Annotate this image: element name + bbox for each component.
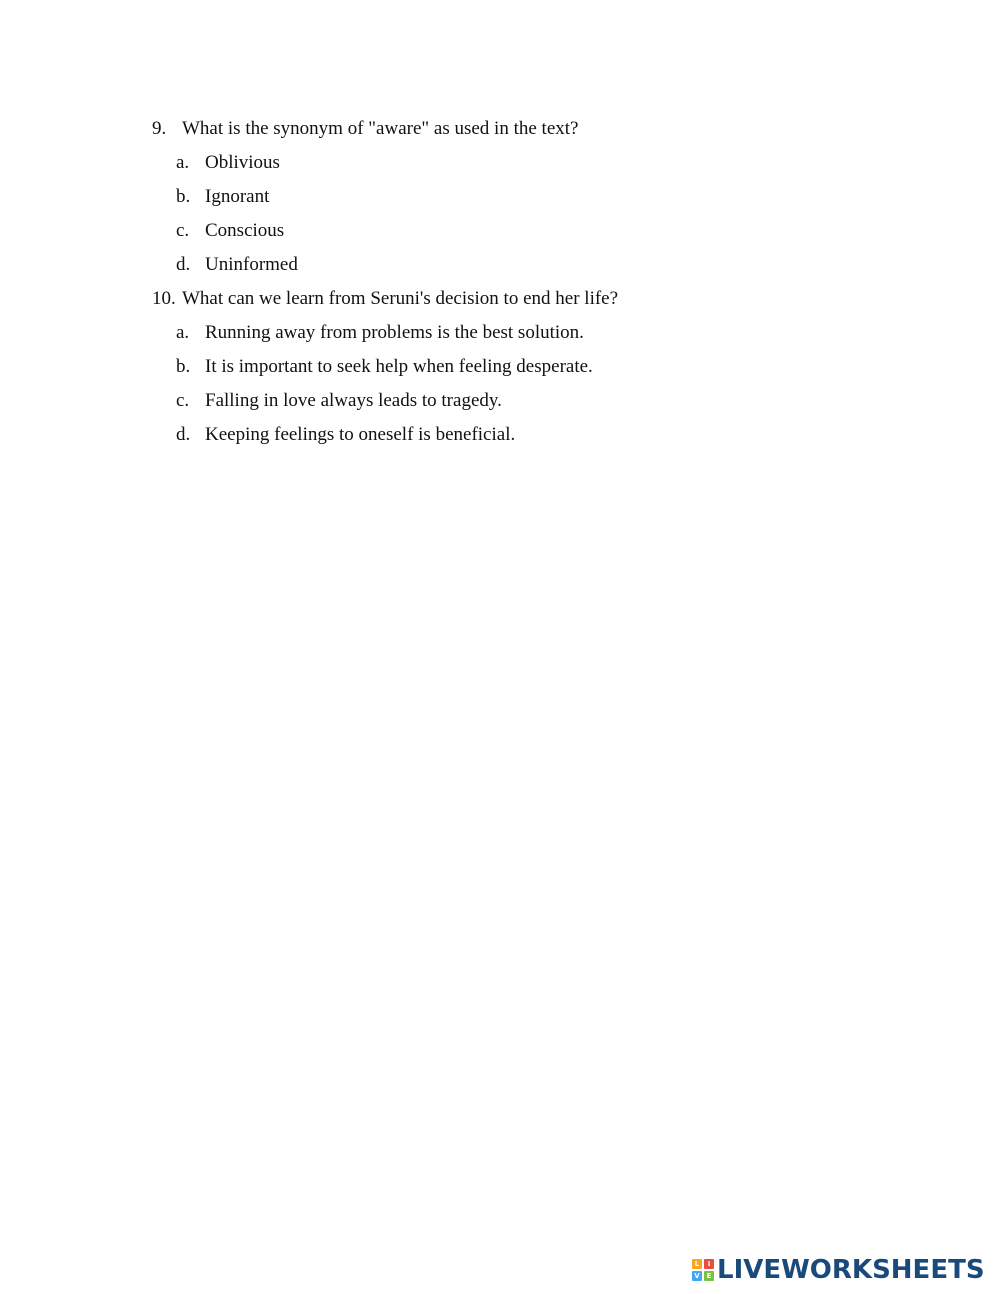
question-number: 10. xyxy=(152,288,176,309)
option-text: It is important to seek help when feeling desperate. xyxy=(205,356,593,377)
option-10b[interactable] xyxy=(176,356,593,378)
liveworksheets-logo xyxy=(692,1255,985,1285)
option-text: Falling in love always leads to tragedy. xyxy=(205,390,502,411)
logo-square: I xyxy=(704,1259,714,1269)
option-text: Oblivious xyxy=(205,152,280,173)
logo-square: E xyxy=(704,1271,714,1281)
option-10c[interactable] xyxy=(176,390,502,412)
question-9 xyxy=(152,118,578,140)
logo-square: L xyxy=(692,1259,702,1269)
option-letter: c. xyxy=(176,220,190,241)
option-10d[interactable] xyxy=(176,424,515,446)
option-letter: d. xyxy=(176,254,191,275)
question-text: What is the synonym of "aware" as used in the text? xyxy=(182,118,579,139)
option-10a[interactable] xyxy=(176,322,584,344)
option-9b[interactable] xyxy=(176,186,269,208)
brand-name: LIVEWORKSHEETS xyxy=(717,1255,985,1285)
question-text: What can we learn from Seruni's decision to end her life? xyxy=(182,288,619,309)
option-text: Conscious xyxy=(205,220,285,241)
logo-square: V xyxy=(692,1271,702,1281)
option-letter: c. xyxy=(176,390,190,411)
option-letter: d. xyxy=(176,424,191,445)
question-number: 9. xyxy=(152,118,167,139)
logo-squares-icon xyxy=(692,1259,714,1281)
option-letter: b. xyxy=(176,356,191,377)
option-9d[interactable] xyxy=(176,254,298,276)
option-letter: a. xyxy=(176,322,190,343)
option-9c[interactable] xyxy=(176,220,284,242)
option-letter: b. xyxy=(176,186,191,207)
question-10 xyxy=(152,288,618,310)
option-text: Keeping feelings to oneself is beneficial. xyxy=(205,424,516,445)
option-letter: a. xyxy=(176,152,190,173)
option-text: Running away from problems is the best solution. xyxy=(205,322,584,343)
option-9a[interactable] xyxy=(176,152,280,174)
option-text: Uninformed xyxy=(205,254,298,275)
option-text: Ignorant xyxy=(205,186,270,207)
